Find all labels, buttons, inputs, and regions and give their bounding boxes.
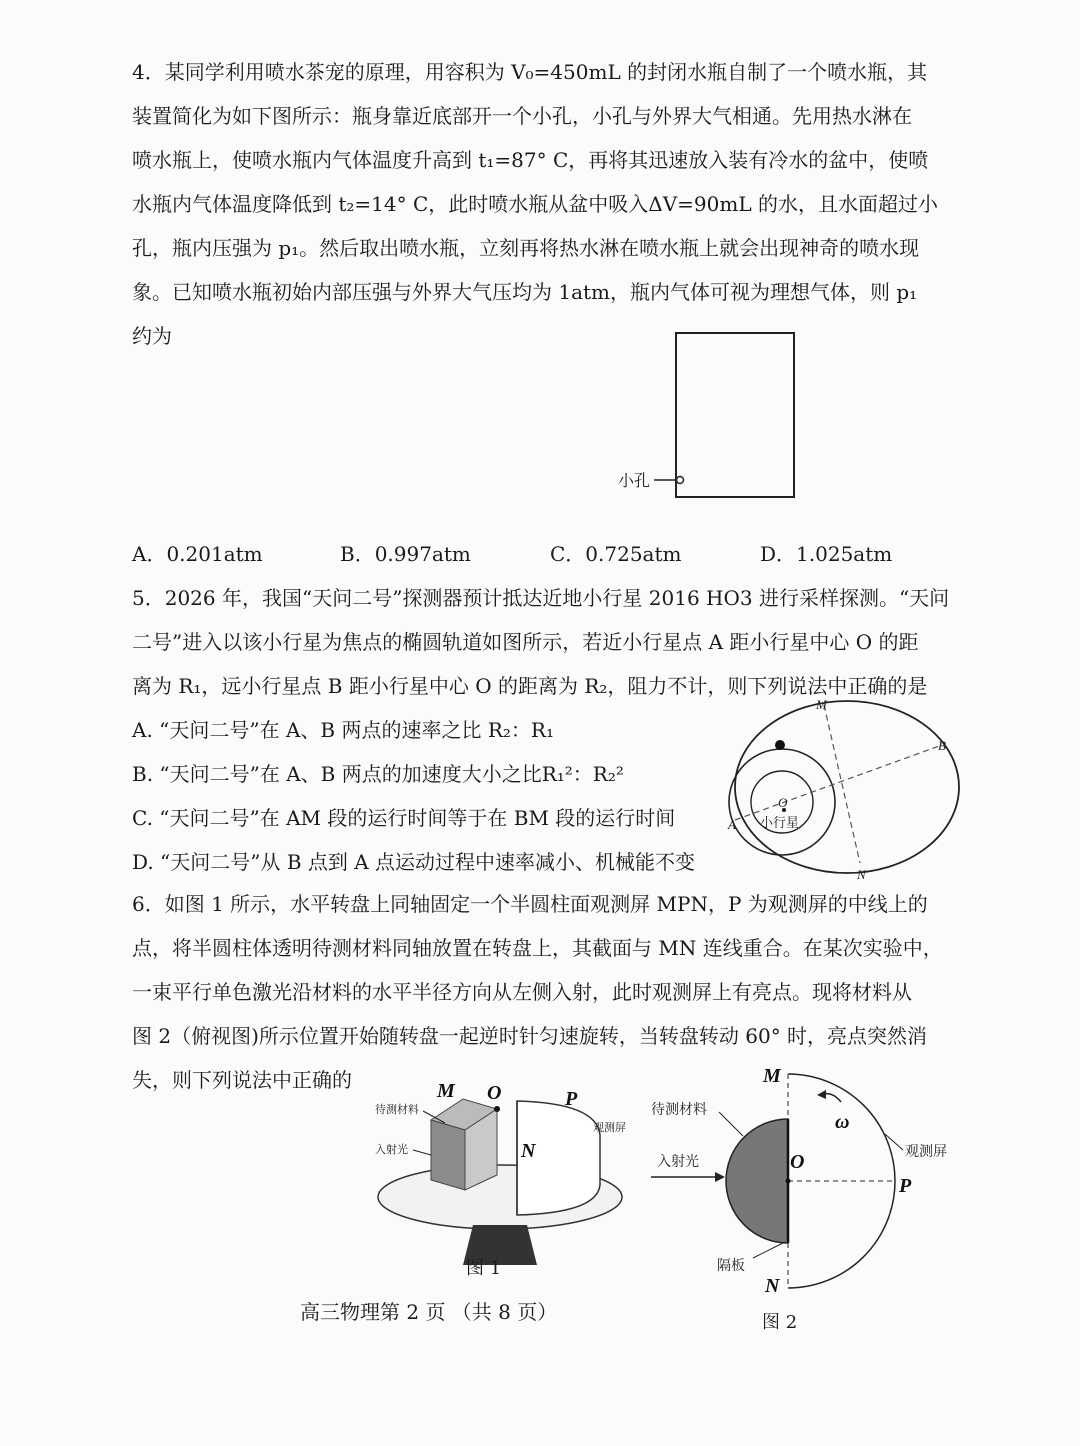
- q4-option-c: C．0.725atm: [550, 542, 682, 566]
- fig2-label-m: M: [763, 1065, 781, 1087]
- figure-2: [645, 1062, 965, 1292]
- label-m: M: [816, 697, 827, 712]
- hole-label: 小孔: [618, 471, 651, 490]
- bottle-outline: [676, 333, 794, 497]
- fig2-partition-pointer: [753, 1242, 785, 1258]
- orbit-ellipse: [735, 701, 959, 873]
- q6-line-2: 点，将半圆柱体透明待测材料同轴放置在转盘上，其截面与 MN 连线重合。在某次实验中，: [132, 936, 943, 960]
- q4-option-a: A．0.201atm: [132, 542, 263, 566]
- fig2-label-n: N: [765, 1275, 780, 1292]
- fig2-material-pointer: [719, 1112, 743, 1136]
- fig1-label-n: N: [521, 1140, 536, 1162]
- q5-line-2: 二号”进入以该小行星为焦点的椭圆轨道如图所示，若近小行星点 A 距小行星中心 O 的距: [132, 630, 919, 654]
- fig1-label-o: O: [487, 1082, 502, 1104]
- fig2-screen-label: 观测屏: [905, 1144, 947, 1160]
- fig2-label-o: O: [790, 1151, 805, 1173]
- fig2-partition-label: 隔板: [717, 1258, 745, 1274]
- q6-line-1: 6．如图 1 所示，水平转盘上同轴固定一个半圆柱面观测屏 MPN，P 为观测屏的中线上的: [132, 892, 928, 916]
- fig2-label-omega: ω: [835, 1111, 850, 1133]
- q5-option-b: B. “天问二号”在 A、B 两点的加速度大小之比R₁²：R₂²: [132, 762, 624, 786]
- fig1-label-p: P: [565, 1088, 578, 1110]
- figure-1: [365, 1075, 635, 1280]
- q6-line-5: 失，则下列说法中正确的: [132, 1068, 352, 1092]
- fig1-label-m: M: [437, 1080, 455, 1102]
- bottle-figure: [600, 325, 810, 505]
- orbit-figure: [720, 695, 960, 885]
- q4-line-4: 水瓶内气体温度降低到 t₂=14° C，此时喷水瓶从盆中吸入ΔV=90mL 的水，且水面超过小: [132, 192, 938, 216]
- fig2-center-dot: [786, 1179, 791, 1184]
- fig1-material-label: 待测材料: [375, 1103, 419, 1116]
- q5-option-d: D. “天问二号”从 B 点到 A 点运动过程中速率减小、机械能不变: [132, 850, 696, 874]
- center-o-point: [494, 1106, 500, 1112]
- fig1-light-label: 入射光: [375, 1143, 408, 1156]
- q4-option-d: D．1.025atm: [760, 542, 893, 566]
- figure-2-caption: 图 2: [762, 1312, 798, 1333]
- fig2-light-label: 入射光: [657, 1154, 699, 1170]
- fig2-material-label: 待测材料: [651, 1102, 707, 1118]
- q4-line-2: 装置简化为如下图所示：瓶身靠近底部开一个小孔，小孔与外界大气相通。先用热水淋在: [132, 104, 912, 128]
- q6-line-4: 图 2（俯视图)所示位置开始随转盘一起逆时针匀速旋转，当转盘转动 60° 时，亮点突然消: [132, 1024, 928, 1048]
- sample-body: [431, 1120, 465, 1190]
- page-footer: 高三物理第 2 页 （共 8 页）: [300, 1300, 558, 1324]
- q6-line-3: 一束平行单色激光沿材料的水平半径方向从左侧入射，此时观测屏上有亮点。现将材料从: [132, 980, 912, 1004]
- fig2-rotation-arrowhead: [817, 1090, 826, 1099]
- label-b: B: [938, 738, 946, 753]
- q4-line-7: 约为: [132, 324, 172, 348]
- q4-line-3: 喷水瓶上，使喷水瓶内气体温度升高到 t₁=87° C，再将其迅速放入装有冷水的盆中，使喷: [132, 148, 929, 172]
- probe-dot: [775, 740, 785, 750]
- q5-option-a: A. “天问二号”在 A、B 两点的速率之比 R₂：R₁: [132, 718, 554, 742]
- axis-minor-mn: [824, 705, 860, 863]
- q4-option-b: B．0.997atm: [340, 542, 471, 566]
- label-n: N: [857, 867, 866, 882]
- fig1-screen-label: 观测屏: [593, 1121, 626, 1134]
- fig2-label-p: P: [899, 1175, 912, 1197]
- q4-line-5: 孔，瓶内压强为 p₁。然后取出喷水瓶，立刻再将热水淋在喷水瓶上就会出现神奇的喷水现: [132, 236, 920, 260]
- label-a: A: [728, 817, 736, 832]
- q5-option-c: C. “天问二号”在 AM 段的运行时间等于在 BM 段的运行时间: [132, 806, 676, 830]
- figure-1-caption: 图 1: [466, 1258, 502, 1279]
- label-o: O: [778, 795, 788, 810]
- fig2-sample-half-disk: [726, 1119, 788, 1243]
- hole-marker: [677, 477, 684, 484]
- q4-line-1: 4．某同学利用喷水茶宠的原理，用容积为 V₀=450mL 的封闭水瓶自制了一个喷水瓶，其: [132, 60, 928, 84]
- q5-line-3: 离为 R₁，远小行星点 B 距小行星中心 O 的距离为 R₂，阻力不计，则下列说法中正确的是: [132, 674, 928, 698]
- q4-line-6: 象。已知喷水瓶初始内部压强与外界大气压均为 1atm，瓶内气体可视为理想气体，则 p₁: [132, 280, 918, 304]
- axis-major-ab: [735, 745, 942, 820]
- fig2-incident-arrowhead: [715, 1172, 725, 1182]
- q5-line-1: 5．2026 年，我国“天问二号”探测器预计抵达近地小行星 2016 HO3 进行采样探测。“天问: [132, 586, 950, 610]
- label-asteroid: 小行星: [760, 816, 800, 831]
- fig1-light-pointer: [413, 1150, 431, 1155]
